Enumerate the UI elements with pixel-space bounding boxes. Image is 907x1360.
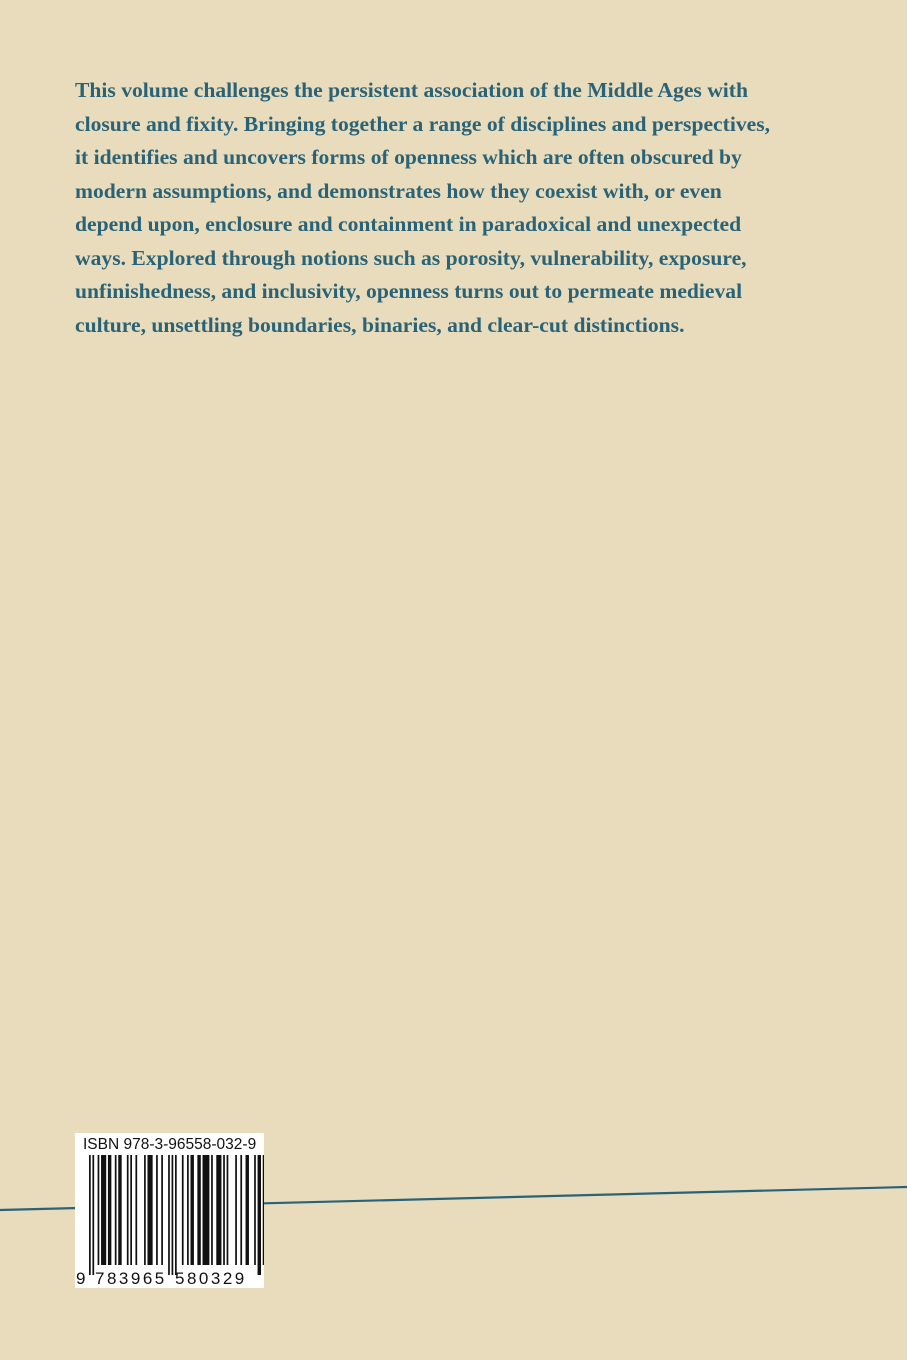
barcode-right-digits: 580329 xyxy=(175,1269,247,1288)
blurb-line: unfinishedness, and inclusivity, openness turns out to permeate medieval xyxy=(75,279,743,303)
barcode-bar xyxy=(89,1155,91,1275)
barcode-bar xyxy=(197,1155,200,1265)
blurb-line: it identifies and uncovers forms of openness which are often obscured by xyxy=(75,145,742,169)
barcode-bar xyxy=(161,1155,163,1265)
barcode-bar xyxy=(246,1155,249,1265)
barcode-bar xyxy=(172,1155,174,1275)
barcode-bar xyxy=(203,1155,210,1265)
blurb-line: depend upon, enclosure and containment in paradoxical and unexpected xyxy=(75,212,742,236)
blurb-line: modern assumptions, and demonstrates how they coexist with, or even xyxy=(75,178,722,203)
barcode-bar xyxy=(187,1155,189,1265)
barcode-bar xyxy=(258,1155,261,1275)
barcode-bar xyxy=(147,1155,152,1265)
barcode-bar xyxy=(240,1155,242,1265)
barcode-bar xyxy=(211,1155,213,1265)
barcode-bar xyxy=(216,1155,221,1265)
barcode-bar xyxy=(144,1155,146,1265)
blurb-line: closure and fixity. Bringing together a range of disciplines and perspectives, xyxy=(75,111,771,136)
isbn-label: ISBN 978-3-96558-032-9 xyxy=(83,1136,257,1153)
barcode-bar xyxy=(135,1155,137,1265)
blurb-line: ways. Explored through notions such as porosity, vulnerability, exposure, xyxy=(75,245,747,270)
barcode-left-digits: 783965 xyxy=(95,1269,167,1288)
barcode-bar xyxy=(168,1155,170,1275)
barcode-bar xyxy=(130,1155,132,1265)
barcode-bar xyxy=(254,1155,256,1265)
barcode-bar xyxy=(223,1155,225,1265)
isbn-barcode-block xyxy=(75,1133,264,1288)
barcode-bar xyxy=(263,1155,264,1265)
barcode-bar xyxy=(156,1155,158,1265)
barcode-bar xyxy=(182,1155,184,1265)
barcode-bar xyxy=(101,1155,106,1265)
barcode-bar xyxy=(98,1155,100,1265)
blurb-line: This volume challenges the persistent association of the Middle Ages with xyxy=(75,78,749,102)
barcode-image xyxy=(75,1155,264,1288)
back-cover-blurb xyxy=(75,74,835,342)
barcode-bar xyxy=(175,1155,177,1275)
barcode-bar xyxy=(108,1155,111,1265)
barcode-bar xyxy=(115,1155,117,1265)
barcode-bar xyxy=(227,1155,229,1265)
barcode-bar xyxy=(92,1155,94,1275)
barcode-bar xyxy=(190,1155,193,1265)
barcode-bar xyxy=(235,1155,237,1265)
barcode-bars xyxy=(89,1155,264,1275)
barcode-bar xyxy=(118,1155,121,1265)
barcode-bar xyxy=(127,1155,129,1265)
blurb-line: culture, unsettling boundaries, binaries, and clear-cut distinctions. xyxy=(75,312,685,337)
barcode-first-digit: 9 xyxy=(76,1269,86,1288)
